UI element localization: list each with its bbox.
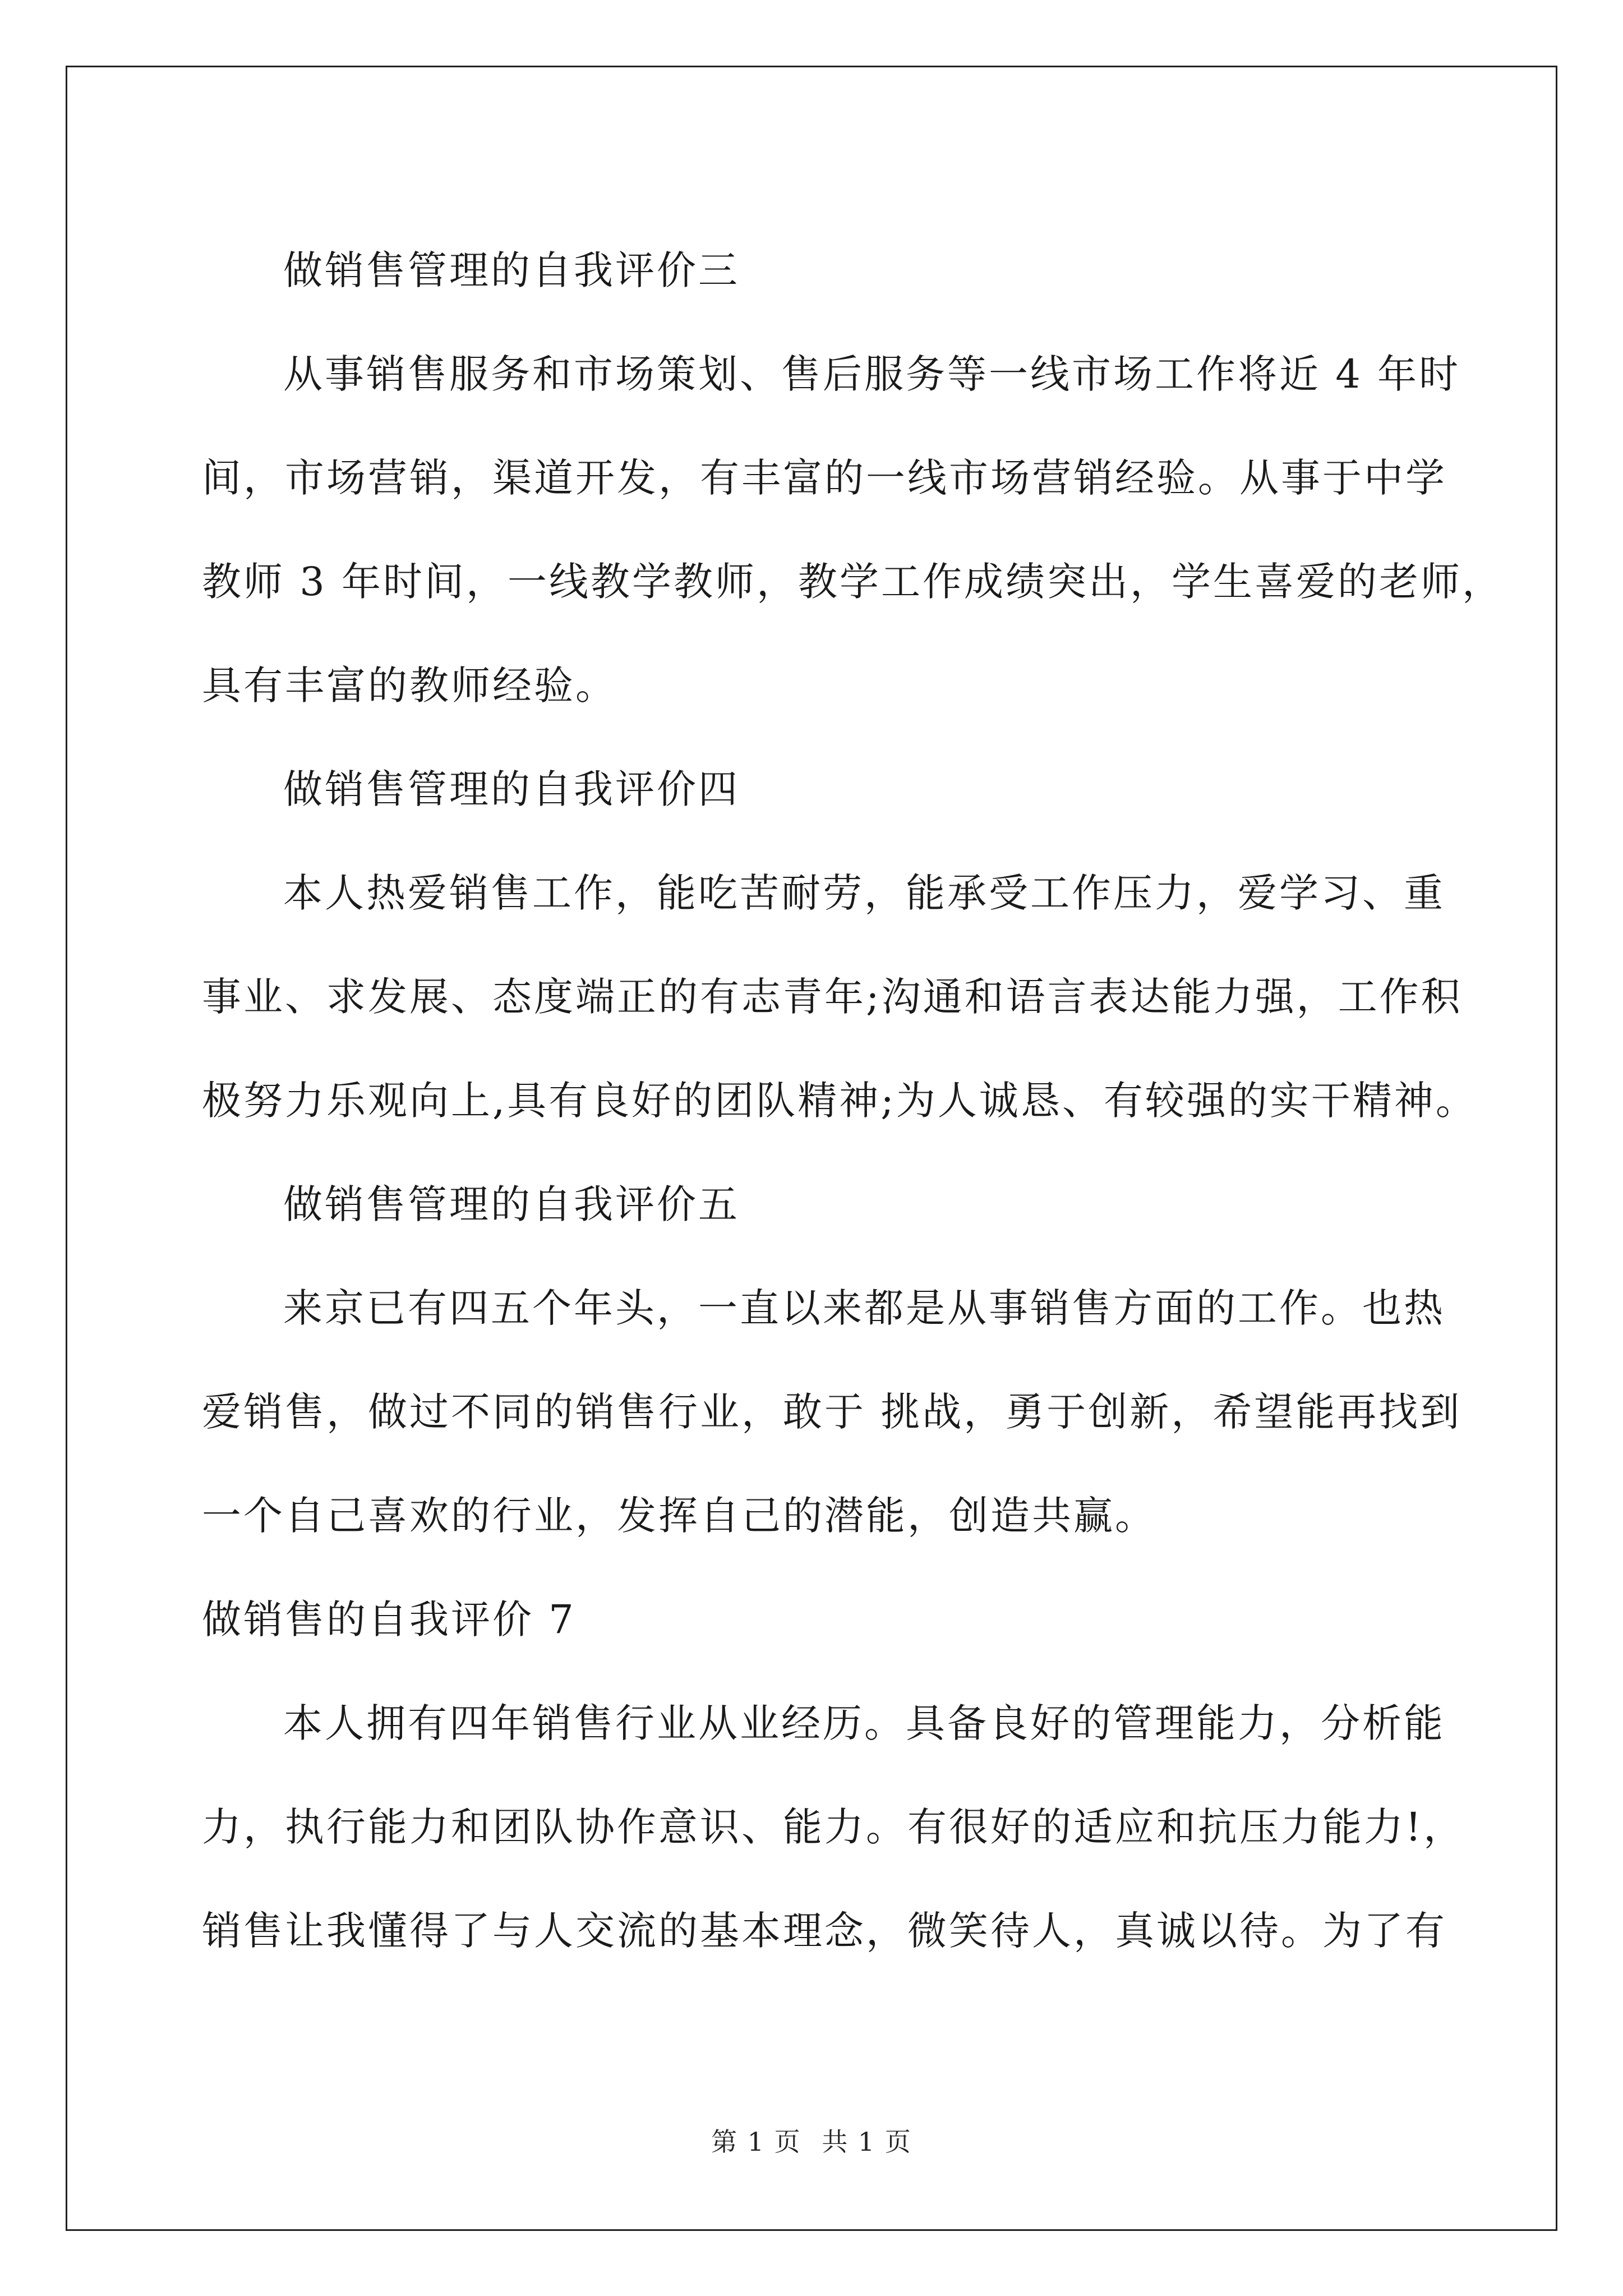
section-title-7: 做销售的自我评价 7	[202, 1596, 576, 1642]
paragraph-line: 销售让我懂得了与人交流的基本理念，微笑待人，真诚以待。为了有	[202, 1908, 1447, 1954]
paragraph-line: 间，市场营销，渠道开发，有丰富的一线市场营销经验。从事于中学	[202, 455, 1447, 501]
paragraph-line: 事业、求发展、态度端正的有志青年;沟通和语言表达能力强，工作积	[202, 974, 1463, 1020]
paragraph-line: 来京已有四五个年头，一直以来都是从事销售方面的工作。也热	[283, 1285, 1445, 1331]
section-heading-3: 做销售管理的自我评价三	[283, 247, 740, 293]
paragraph-line: 从事销售服务和市场策划、售后服务等一线市场工作将近 4 年时	[283, 351, 1461, 397]
paragraph-line: 一个自己喜欢的行业，发挥自己的潜能，创造共赢。	[202, 1493, 1156, 1539]
paragraph-line: 极努力乐观向上,具有良好的团队精神;为人诚恳、有较强的实干精神。	[202, 1078, 1477, 1124]
paragraph-line: 本人热爱销售工作，能吃苦耐劳，能承受工作压力，爱学习、重	[283, 870, 1445, 916]
paragraph-line: 具有丰富的教师经验。	[202, 662, 617, 708]
section-heading-5: 做销售管理的自我评价五	[283, 1181, 740, 1227]
page-number-current: 第 1 页	[711, 2127, 801, 2157]
page-number-total: 共 1 页	[822, 2127, 912, 2157]
paragraph-line: 力，执行能力和团队协作意识、能力。有很好的适应和抗压力能力!，	[202, 1804, 1465, 1850]
paragraph-line: 本人拥有四年销售行业从业经历。具备良好的管理能力，分析能	[283, 1700, 1445, 1746]
document-body	[202, 219, 1504, 1983]
paragraph-line: 爱销售，做过不同的销售行业，敢于 挑战，勇于创新，希望能再找到	[202, 1389, 1462, 1435]
section-heading-4: 做销售管理的自我评价四	[283, 766, 740, 812]
page-footer	[0, 2122, 1623, 2159]
paragraph-line: 教师 3 年时间，一线教学教师，教学工作成绩突出，学生喜爱的老师，	[202, 559, 1504, 605]
